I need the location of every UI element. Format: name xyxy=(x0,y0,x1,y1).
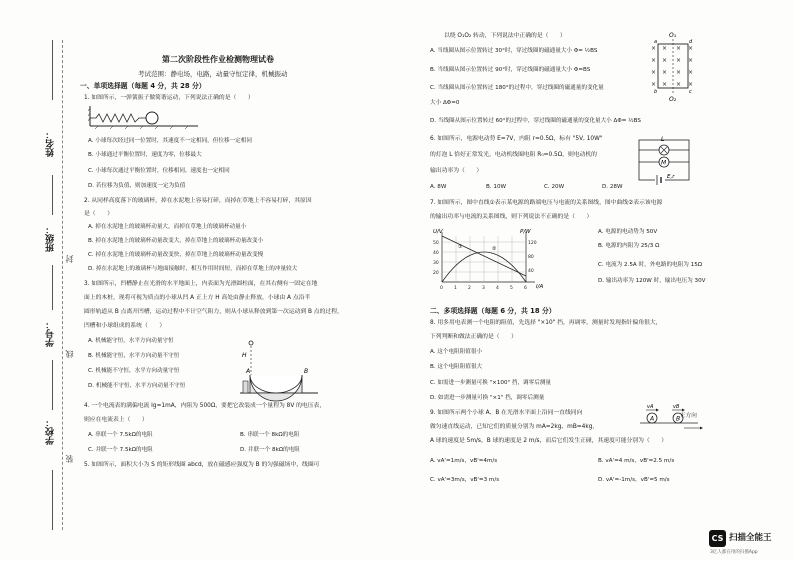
q8-option-b: B. 这个电阻阻值很大 xyxy=(430,364,483,370)
question-4-cont: 则应在电流表上（ ） xyxy=(84,417,148,423)
fig9-b-label: B xyxy=(676,415,681,423)
question-3-cont: 圆形轨道从 B 点离开凹槽，运动过程中不计空气阻力，则从小球从释放到第一次运动到 B 点的过程， xyxy=(84,309,343,315)
q8-option-a: A. 这个电阻阻值很小 xyxy=(430,349,483,355)
question-4: 4. 一个电流表的满偏电流 Ig=1mA，内阻为 500Ω，要把它改装成一个量程为 8V 的电压表， xyxy=(84,403,326,409)
left-column xyxy=(80,0,405,561)
fig9-a-label: A xyxy=(650,415,655,423)
fig5-d-label: d xyxy=(689,39,693,45)
svg-text:×: × xyxy=(651,81,657,88)
question-6: 6. 如图所示，电源电动势 E=7V，内阻 r=0.5Ω，标有 "5V, 10W" xyxy=(430,136,603,142)
q1-option-d: D. 若位移为负值，则加速度一定为负值 xyxy=(88,183,186,189)
fig3-b-label: B xyxy=(304,368,309,375)
fig7-x-tick: 2 xyxy=(468,286,471,291)
svg-text:×: × xyxy=(651,69,657,76)
q2-option-d: D. 掉在水泥地上的玻璃杯与地面接触时，相互作用时间短，而掉在草地上的冲量较大 xyxy=(88,266,298,272)
q8-option-d: D. 如需进一步测量可换 "×1" 挡，调零后测量 xyxy=(430,395,545,401)
svg-text:×: × xyxy=(688,69,694,76)
fig5-b-label: b xyxy=(654,89,658,95)
student-id-label: 学号： xyxy=(46,320,56,347)
fig5-o2-label: O₂ xyxy=(669,96,677,102)
q5-option-c-cont: 大小 ΔΦ=0 xyxy=(430,100,460,106)
svg-text:×: × xyxy=(662,45,668,52)
q2-option-a: A. 掉在水泥地上的玻璃杯动量大，而掉在草地上的玻璃杯动量小 xyxy=(88,224,247,230)
seal-mark: 装 xyxy=(65,455,74,463)
fig7-curve-2-label: ② xyxy=(492,246,497,252)
svg-text:×: × xyxy=(651,45,657,52)
binding-rule xyxy=(52,470,53,530)
fig9-va-label: vA xyxy=(647,404,654,410)
fig3-a-label: A xyxy=(246,368,251,375)
spring-oscillator-figure xyxy=(88,104,200,130)
q3-option-b: B. 机械能守恒，水平方向动量不守恒 xyxy=(88,353,180,359)
svg-text:×: × xyxy=(676,69,682,76)
camscanner-logo-icon: CS xyxy=(709,530,726,547)
svg-text:×: × xyxy=(676,57,682,64)
question-9: 9. 如图所示两个小球 A、B 在光滑水平面上沿同一直线同向 xyxy=(430,410,583,416)
q7-option-c: C. 电流为 2.5A 时，外电路的电阻为 15Ω xyxy=(598,262,703,268)
question-9-cont: 做匀速直线运动，已知它们的质量分别为 mA=2kg、mB=4kg， xyxy=(430,424,599,430)
question-5-cont: 以绕 O₁O₂ 转动，下列说法中正确的是（ ） xyxy=(444,33,566,39)
fig7-x-tick: 1 xyxy=(454,286,457,291)
question-3: 3. 如图所示，凹槽静止在光滑的水平地面上，内表面为光滑圆柱面，在其右侧有一固定在地 xyxy=(84,281,318,287)
fig7-p-tick: 120 xyxy=(528,241,537,246)
fig6-source-label: E,r xyxy=(667,174,675,180)
question-1: 1. 如图所示，一弹簧振子做简谐运动，下列说法正确的是（ ） xyxy=(84,95,254,101)
groove-figure xyxy=(230,335,320,403)
right-column xyxy=(430,0,720,561)
q5-option-b: B. 当线圈从图示位置转过 90°时，穿过线圈的磁通量大小 Φ=BS xyxy=(430,67,591,73)
coil-field-figure xyxy=(648,30,698,102)
fig7-i-axis-label: I/A xyxy=(536,284,544,290)
q9-option-a: A. vA'=1m/s，vB'=4m/s xyxy=(430,458,498,464)
binding-dashed-line xyxy=(62,40,63,530)
q6-option-b: B. 10W xyxy=(486,184,507,190)
binding-rule xyxy=(52,175,53,215)
q1-option-a: A. 小球每次经过同一位置时，其速度不一定相同，但位移一定相同 xyxy=(88,138,252,144)
q4-option-c: C. 并联一个 7.5kΩ的电阻 xyxy=(88,447,153,453)
q3-option-a: A. 机械能守恒，水平方向动量守恒 xyxy=(88,338,174,344)
question-3-cont: 凹槽和小球组成的系统（ ） xyxy=(84,323,166,329)
fig7-x-tick: 3 xyxy=(482,286,485,291)
q4-option-d: D. 并联一个 8kΩ的电阻 xyxy=(240,447,300,453)
fig5-o1-label: O₁ xyxy=(669,32,677,39)
fig7-x-tick: 4 xyxy=(496,286,499,291)
fig5-a-label: a xyxy=(654,39,658,45)
fig9-vb-label: vB xyxy=(673,404,680,410)
fig7-y-tick: 40 xyxy=(433,251,439,256)
exam-scope: 考试范围：静电场，电路，动量守恒定律，机械振动 xyxy=(138,70,288,78)
question-5: 5. 如图所示，面积大小为 S 的矩形线圈 abcd，放在磁感应强度为 B 的匀强磁场中，线圈可 xyxy=(84,462,320,468)
q9-option-d: D. vA'=-1m/s，vB'=5 m/s xyxy=(598,477,670,483)
binding-margin xyxy=(0,0,75,561)
q6-option-c: C. 20W xyxy=(544,184,565,190)
q2-option-c: C. 掉在水泥地上的玻璃杯动量改变快，掉在草地上的玻璃杯动量改变慢 xyxy=(88,252,264,258)
q4-option-b: B. 串联一个 8kΩ的电阻 xyxy=(240,432,300,438)
positive-direction-label: 正方向 xyxy=(680,413,697,419)
section-multi-choice: 二、多项选择题（每题 6 分，共 18 分） xyxy=(430,307,556,315)
q2-option-b: B. 掉在水泥地上的玻璃杯动量改变大，掉在草地上的玻璃杯动量改变小 xyxy=(88,238,264,244)
svg-text:×: × xyxy=(662,57,668,64)
question-7-cont: 的输出功率与电流的关系图线，则下列说法不正确的是（ ） xyxy=(430,214,593,220)
svg-text:×: × xyxy=(676,45,682,52)
q7-option-d: D. 输出功率为 120W 时，输出电压为 30V xyxy=(598,278,706,284)
question-7: 7. 如图所示，图中直线①表示某电源的路端电压与电流的关系图线，图中曲线②表示该电源 xyxy=(430,200,663,206)
two-balls-figure xyxy=(640,402,718,430)
fig7-y-tick: 50 xyxy=(433,241,439,246)
q8-option-c: C. 如需进一步测量可换 "×100" 挡，调零后测量 xyxy=(430,380,552,386)
q3-option-c: C. 机械能不守恒，水平方向动量守恒 xyxy=(88,368,180,374)
question-6-cont: 的灯泡 L 恰好正常发光，电动机线圈电阻 R₀=0.5Ω，则电动机的 xyxy=(430,152,597,158)
binding-rule xyxy=(52,40,53,100)
q5-option-a: A. 当线圈从图示位置转过 30°时，穿过线圈的磁通量大小 Φ= ½BS xyxy=(430,48,598,54)
fig6-lamp-label: L xyxy=(661,136,665,143)
seal-mark: 封 xyxy=(65,255,74,263)
q5-option-c: C. 当线圈从图示位置转过 180°的过程中，穿过线圈的磁通量的变化量 xyxy=(430,85,604,91)
svg-text:×: × xyxy=(676,81,682,88)
school-label: 学校： xyxy=(46,418,56,445)
fig6-motor-label: M xyxy=(661,159,667,167)
svg-text:×: × xyxy=(662,69,668,76)
svg-text:×: × xyxy=(688,57,694,64)
scanner-watermark xyxy=(709,528,794,561)
fig7-u-axis-label: U/V xyxy=(433,229,443,235)
lamp-motor-circuit-figure xyxy=(635,130,697,188)
name-label: 姓名： xyxy=(46,130,56,157)
fig7-y-tick: 30 xyxy=(433,261,439,266)
q9-option-c: C. vA'=3m/s，vB'=3 m/s xyxy=(430,477,500,483)
binding-rule xyxy=(52,265,53,310)
fig7-x-tick: 0 xyxy=(440,286,443,291)
fig7-x-tick: 6 xyxy=(524,286,527,291)
fig7-x-tick: 5 xyxy=(510,286,513,291)
fig7-p-tick: 80 xyxy=(528,255,534,260)
fig7-p-tick: 40 xyxy=(528,269,534,274)
question-2-cont: 是（ ） xyxy=(84,211,113,217)
fig7-curve-1-label: ① xyxy=(458,244,463,250)
q9-option-b: B. vA'=4 m/s，vB'=2.5 m/s xyxy=(598,458,675,464)
source-characteristic-graph xyxy=(430,226,546,292)
svg-text:×: × xyxy=(662,81,668,88)
binding-rule xyxy=(52,360,53,410)
q7-option-a: A. 电源的电动势为 50V xyxy=(598,229,658,235)
svg-text:×: × xyxy=(688,81,694,88)
svg-text:×: × xyxy=(651,57,657,64)
q6-option-d: D. 28W xyxy=(602,184,623,190)
q3-option-d: D. 机械能不守恒，水平方向动量不守恒 xyxy=(88,383,186,389)
class-label: 班级： xyxy=(46,225,56,252)
q6-option-a: A. 8W xyxy=(430,184,447,190)
watermark-tagline: 3亿人都在用的扫描App xyxy=(710,550,758,555)
seal-mark: 线 xyxy=(65,350,74,358)
q4-option-a: A. 串联一个 7.5kΩ的电阻 xyxy=(88,432,153,438)
watermark-brand: 扫描全能王 xyxy=(729,533,772,543)
exam-title: 第二次阶段性作业检测物理试卷 xyxy=(162,55,274,64)
question-8: 8. 用多用电表测一个电阻的阻值，先选择 "×10" 挡，再调零，测量时发现指针偏角很大， xyxy=(430,320,662,326)
fig3-h-label: H xyxy=(242,352,247,359)
svg-text:×: × xyxy=(688,45,694,52)
q7-option-b: B. 电源的内阻为 25/3 Ω xyxy=(598,243,660,249)
q5-option-d: D. 当线圈从图示位置转过 60°的过程中，穿过线圈的磁通量的变化量大小 ΔΦ= ½BS xyxy=(430,118,641,124)
section-single-choice: 一、单项选择题（每题 4 分，共 28 分） xyxy=(80,82,206,90)
q1-option-c: C. 小球每次通过平衡位置时，位移相同，速度也一定相同 xyxy=(88,168,230,174)
fig7-p-axis-label: P/W xyxy=(520,229,531,235)
fig5-c-label: c xyxy=(689,89,692,95)
question-2: 2. 从同样高度落下的玻璃杯，掉在水泥地上容易打碎，而掉在草地上不容易打碎，其原因 xyxy=(84,198,312,204)
question-9-cont: A 球的速度是 5m/s，B 球的速度是 2 m/s，而后它们发生正碰，其速度可能分别为（ ） xyxy=(430,438,668,444)
question-6-cont: 输出功率为（ ） xyxy=(430,168,483,174)
fig7-y-tick: 20 xyxy=(433,271,439,276)
question-3-cont: 面上的木桩，现将可视为质点的小球从凹 A 正上方 H 高处由静止释放，小球由 A 点沿半 xyxy=(84,295,311,301)
q1-option-b: B. 小球通过平衡位置时，速度为零，位移最大 xyxy=(88,152,202,158)
question-8-cont: 下列判断和做法正确的是（ ） xyxy=(430,334,517,340)
